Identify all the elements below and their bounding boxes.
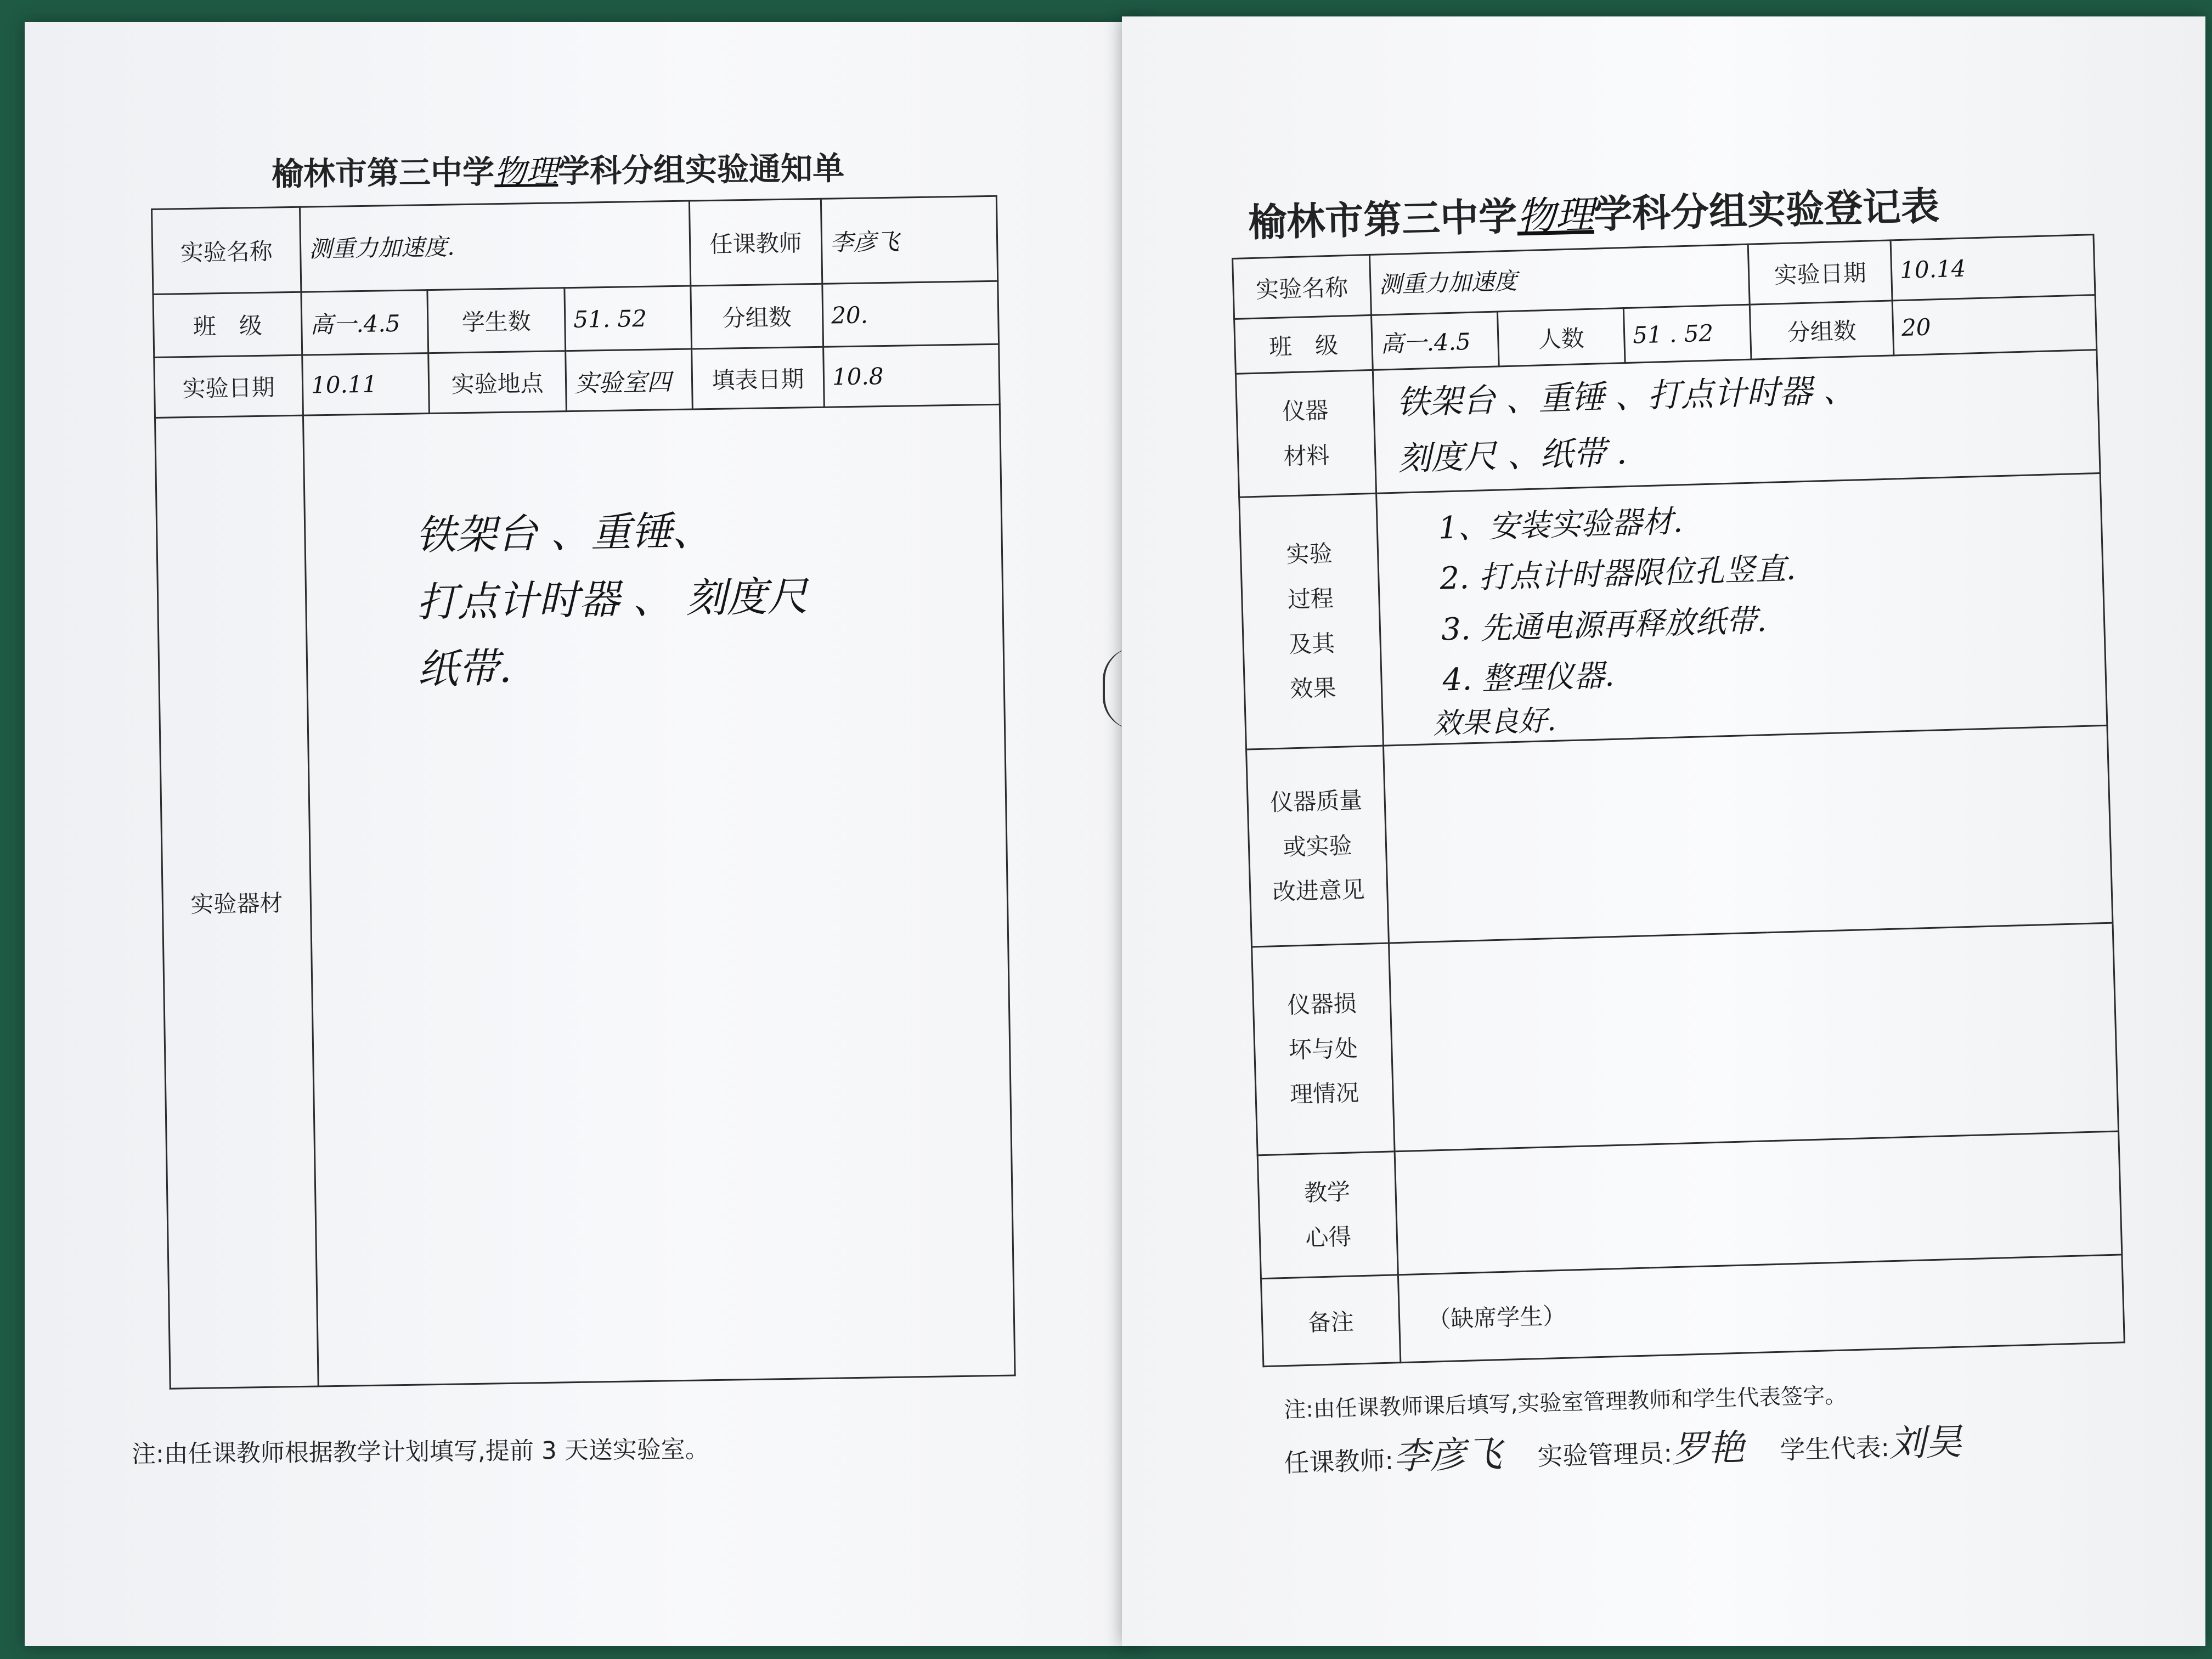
process-line: 1、安装实验器材.: [1438, 504, 1684, 546]
equipment-line: 打点计时器 、 刻度尺: [416, 573, 808, 627]
label-students: 学生数: [427, 288, 566, 353]
register-table: [1232, 234, 2125, 1367]
notice-footnote: 注:由任课教师根据教学计划填写,提前 3 天送实验室。: [131, 1435, 710, 1469]
teacher-signature: 李彦飞: [1392, 1432, 1503, 1478]
label-groups: 分组数: [1750, 301, 1894, 359]
equipment-cell: [303, 404, 1015, 1386]
value-exp-name: 测重力加速度.: [300, 201, 690, 292]
value-fill-date: 10.8: [823, 344, 1000, 407]
value-students: 51. 52: [565, 286, 692, 351]
signature-line: [1283, 1412, 1990, 1482]
value-remarks: （缺席学生）: [1398, 1255, 2124, 1363]
reflection-cell: [1395, 1131, 2122, 1275]
equipment-line: 纸带.: [417, 644, 512, 693]
value-people: 51 . 52: [1623, 304, 1751, 363]
label-remarks: 备注: [1261, 1275, 1400, 1367]
student-sig-label: 学生代表:: [1779, 1432, 1890, 1465]
label-exp-name: 实验名称: [152, 207, 301, 294]
notice-subject: 物理: [494, 153, 558, 191]
value-exp-date: 10.11: [302, 353, 430, 416]
label-exp-date: 实验日期: [1748, 240, 1892, 304]
admin-sig-label: 实验管理员:: [1537, 1438, 1673, 1471]
value-class: 高一.4.5: [301, 290, 428, 356]
value-teacher: 李彦飞: [821, 196, 997, 284]
materials-line: 刻度尺 、纸带 .: [1397, 433, 1628, 478]
notice-sheet: [25, 22, 1144, 1646]
value-groups: 20: [1892, 295, 2097, 356]
label-class: 班 级: [1234, 315, 1373, 374]
label-process: 实验 过程 及其 效果: [1239, 493, 1384, 749]
label-exp-date: 实验日期: [154, 355, 303, 417]
register-sheet: [1122, 16, 2205, 1646]
materials-cell: [1373, 350, 2100, 494]
notice-title: 榆林市第三中学物理学科分组实验通知单: [271, 149, 845, 193]
process-line: 效果良好.: [1432, 704, 1557, 741]
label-reflection: 教学 心得: [1257, 1152, 1398, 1279]
label-teacher: 任课教师: [689, 199, 822, 286]
equipment-line: 铁架台 、重锤、: [415, 507, 713, 560]
label-quality: 仪器质量 或实验 改进意见: [1246, 746, 1389, 947]
student-signature: 刘昊: [1888, 1420, 1962, 1465]
process-line: 2. 打点计时器限位孔竖直.: [1439, 551, 1797, 597]
admin-signature: 罗艳: [1671, 1426, 1745, 1471]
label-exp-name: 实验名称: [1233, 255, 1372, 319]
register-footnote: 注:由任课教师课后填写,实验室管理教师和学生代表签字。: [1283, 1383, 1847, 1423]
label-fill-date: 填表日期: [692, 347, 825, 409]
quality-cell: [1383, 725, 2113, 943]
damage-cell: [1389, 923, 2118, 1152]
register-subject: 物理: [1516, 192, 1595, 239]
label-equipment: 实验器材: [155, 415, 318, 1389]
label-materials: 仪器 材料: [1235, 370, 1376, 497]
value-exp-date: 10.14: [1891, 235, 2095, 301]
label-people: 人数: [1497, 308, 1625, 366]
teacher-sig-label: 任课教师:: [1283, 1445, 1394, 1478]
process-line: 4. 整理仪器.: [1442, 658, 1615, 698]
value-groups: 20.: [822, 281, 999, 347]
label-groups: 分组数: [691, 284, 823, 349]
label-damage: 仪器损 坏与处 理情况: [1252, 943, 1395, 1155]
process-line: 3. 先通电源再释放纸带.: [1441, 602, 1767, 648]
value-location: 实验室四: [566, 349, 693, 411]
value-class: 高一.4.5: [1372, 312, 1499, 370]
register-title: 榆林市第三中学物理学科分组实验登记表: [1248, 183, 1940, 246]
notice-table: [151, 195, 1016, 1390]
process-cell: [1376, 473, 2107, 746]
materials-line: 铁架台 、重锤 、打点计时器 、: [1396, 371, 1857, 422]
label-location: 实验地点: [428, 351, 567, 414]
value-exp-name: 测重力加速度: [1369, 244, 1750, 315]
label-class: 班 级: [153, 292, 302, 357]
